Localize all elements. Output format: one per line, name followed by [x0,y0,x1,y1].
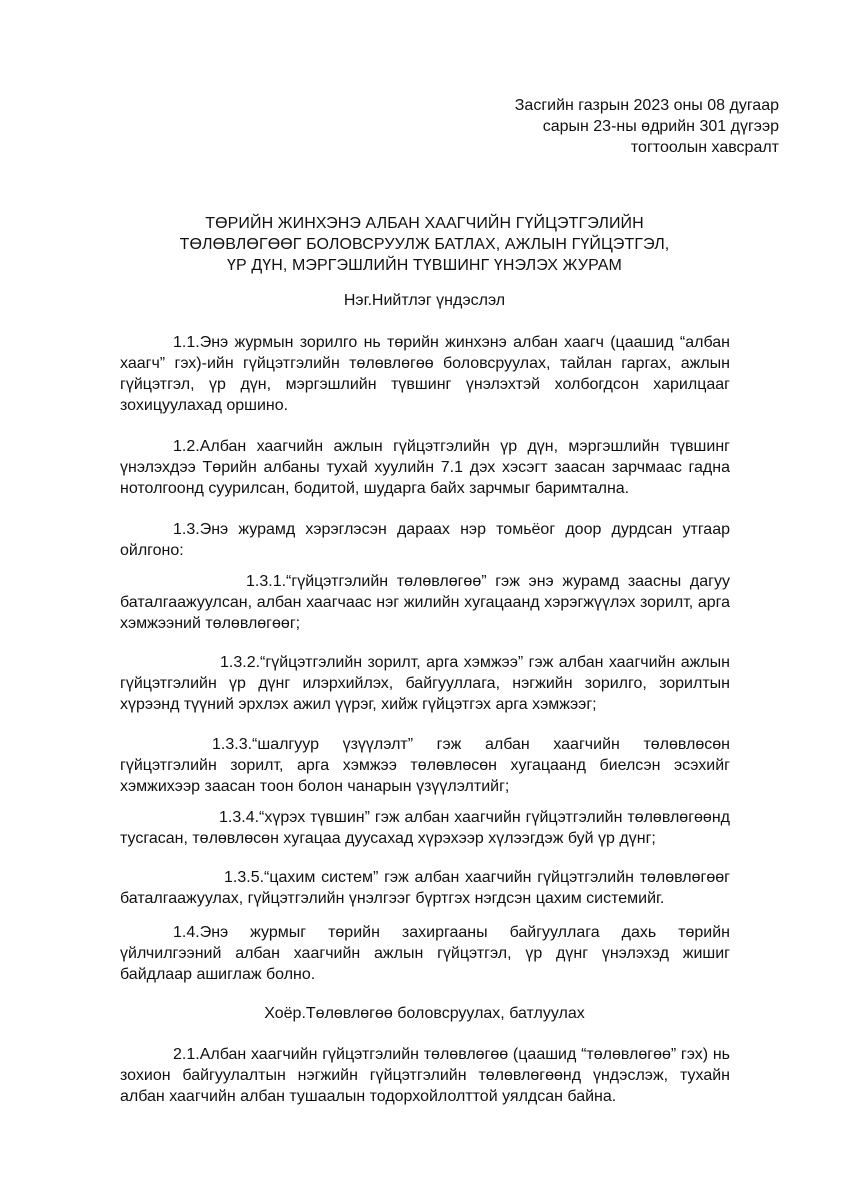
paragraph-1-3-1: 1.3.1.“гүйцэтгэлийн төлөвлөгөө” гэж энэ журамд заасны дагуу баталгаажуулсан, албан хаагчаас нэг жилийн хугацаанд хэрэгжүүлэх зорилт, арга хэмжээний төлөвлөгөөг; [120,573,730,632]
paragraph-1-3-3: 1.3.3.“шалгуур үзүүлэлт” гэж албан хаагчийн төлөвлөсөн гүйцэтгэлийн зорилт, арга хэмжээ төлөвлөсөн хугацаанд биелсэн эсэхийг хэмжихээр заасан тоон болон чанарын үзүүлэлтийг; [120,736,730,795]
document-title [100,213,749,276]
paragraph-1-3-2: 1.3.2.“гүйцэтгэлийн зорилт, арга хэмжээ” гэж албан хаагчийн ажлын гүйцэтгэлийн үр дүнг илэрхийлэх, байгууллага, нэгжийн зорилго, зорилтын хүрээнд түүний эрхлэх ажил үүрэг, хийж гүйцэтгэх арга хэмжээг; [120,654,730,713]
paragraph-1-3: 1.3.Энэ журамд хэрэглэсэн дараах нэр томьёог доор дурдсан утгаар ойлгоно: [120,521,730,559]
header-line: Засгийн газрын 2023 оны 08 дугаар [514,97,779,114]
section-heading-general: Нэг.Нийтлэг үндэслэл [343,292,506,309]
paragraph-1-1: 1.1.Энэ журмын зорилго нь төрийн жинхэнэ албан хаагч (цаашид “албан хаагч” гэх)-ийн гүйцэтгэлийн төлөвлөгөө боловсруулах, тайлан гаргах, ажлын гүйцэтгэл, үр дүн, мэргэшлийн түвшинг үнэлэхтэй холбогдсон харилцааг зохицуулахад оршино. [120,334,730,414]
title-line: ҮР ДҮН, МЭРГЭШЛИЙН ТҮВШИНГ ҮНЭЛЭХ ЖУРАМ [227,257,622,274]
title-line: ТӨРИЙН ЖИНХЭНЭ АЛБАН ХААГЧИЙН ГҮЙЦЭТГЭЛИЙН [205,215,644,232]
paragraph-1-3-5: 1.3.5.“цахим систем” гэж албан хаагчийн гүйцэтгэлийн төлөвлөгөөг баталгаажуулах, гүйцэтгэлийн үнэлгээг бүртгэх нэгдсэн цахим системийг. [120,869,730,907]
header-line: тогтоолын хавсралт [630,139,779,156]
header-line: сарын 23-ны өдрийн 301 дүгээр [542,118,779,135]
title-line: ТӨЛӨВЛӨГӨӨГ БОЛОВСРУУЛЖ БАТЛАХ, АЖЛЫН ГҮЙЦЭТГЭЛ, [179,236,670,253]
paragraph-1-3-4: 1.3.4.“хүрэх түвшин” гэж албан хаагчийн гүйцэтгэлийн төлөвлөгөөнд тусгасан, төлөвлөсөн хугацаа дуусахад хүрэхээр хүлээгдэж буй үр дүнг; [120,809,730,847]
paragraph-2-1: 2.1.Албан хаагчийн гүйцэтгэлийн төлөвлөгөө (цаашид “төлөвлөгөө” гэх) нь зохион байгуулалтын нэгжийн гүйцэтгэлийн төлөвлөгөөнд үндэслэж, тухайн албан хаагчийн албан тушаалын тодорхойлолттой уялдсан байна. [120,1046,730,1105]
paragraph-1-2: 1.2.Албан хаагчийн ажлын гүйцэтгэлийн үр дүн, мэргэшлийн түвшинг үнэлэхдээ Төрийн албаны тухай хуулийн 7.1 дэх хэсэгт заасан зарчмаас гадна нотолгоонд суурилсан, бодитой, шударга байх зарчмыг баримтална. [120,438,730,497]
resolution-annex-header [359,95,779,158]
section-heading-planning: Хоёр.Төлөвлөгөө боловсруулах, батлуулах [264,1005,585,1022]
paragraph-1-4: 1.4.Энэ журмыг төрийн захиргааны байгууллага дахь төрийн үйлчилгээний албан хаагчийн ажлын гүйцэтгэл, үр дүнг үнэлэхэд жишиг байдлаар ашиглаж болно. [120,924,730,983]
